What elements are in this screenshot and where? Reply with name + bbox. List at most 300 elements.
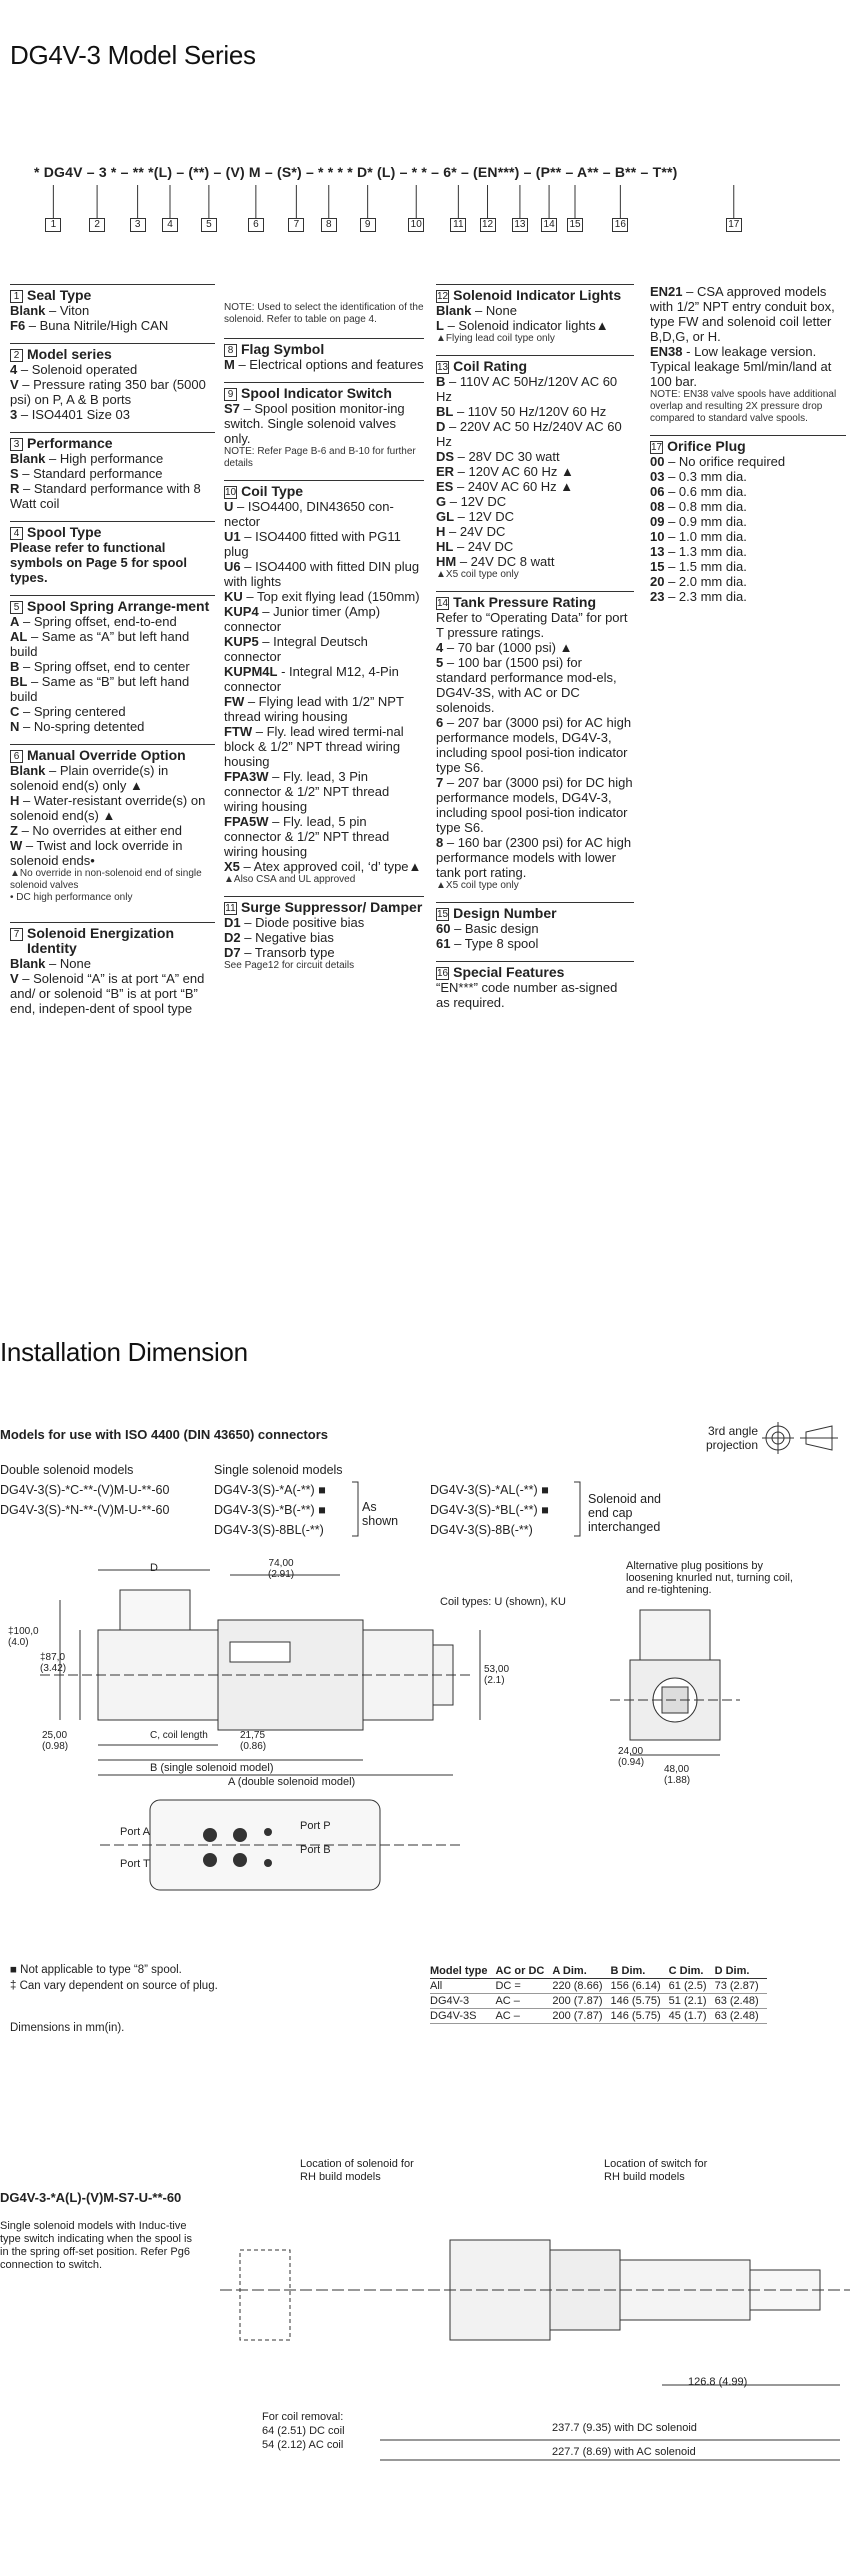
left-build-model-list: [430, 1480, 549, 1540]
section-energization-identity: [10, 922, 215, 1016]
option-code: S7: [224, 401, 240, 416]
option-line: N – No-spring detented: [10, 719, 145, 734]
option-line: BL – Same as “B” but left hand build: [10, 674, 190, 704]
table-header-cell: C Dim.: [669, 1964, 715, 1979]
single-model: DG4V-3(S)-*A(-**) ■: [214, 1483, 326, 1497]
option-code: BL: [436, 404, 454, 419]
option-line: KUP5 – Integral Deutsch connector: [224, 634, 368, 664]
dim-227: 227.7 (8.69) with AC solenoid: [552, 2446, 696, 2458]
option-line: Z – No overrides at either end: [10, 823, 182, 838]
double-model: DG4V-3(S)-*N-**-(V)M-U-**-60: [0, 1503, 170, 1517]
dim-87: [40, 1652, 66, 1674]
option-code: U6: [224, 559, 241, 574]
section-title: [10, 432, 215, 451]
column-2: [224, 284, 424, 982]
table-cell: DG4V-3S: [430, 2009, 495, 2024]
section-note: ▲X5 coil type only: [436, 880, 519, 891]
section-title-text: Seal Type: [27, 287, 92, 303]
table-cell: 156 (6.14): [611, 1979, 669, 1994]
option-line: 13 – 1.3 mm dia.: [650, 544, 747, 559]
section-title-text: Solenoid Energization Identity: [27, 925, 175, 956]
table-cell: 200 (7.87): [552, 1994, 610, 2009]
option-code: U1: [224, 529, 241, 544]
section-spool-type: [10, 521, 215, 585]
code-position-box: 2: [89, 218, 105, 232]
option-line: L – Solenoid indicator lights▲: [436, 318, 609, 333]
option-code: EN38: [650, 344, 683, 359]
code-position-box: 5: [201, 218, 217, 232]
table-cell: 200 (7.87): [552, 2009, 610, 2024]
table-header-row: [430, 1964, 767, 1979]
dim-a-label: A (double solenoid model): [228, 1776, 356, 1788]
install-title: Installation Dimension: [0, 1337, 248, 1367]
dim-25-mm: 25,00: [42, 1730, 68, 1741]
dim-87-in: (3.42): [40, 1663, 67, 1674]
table-row: [430, 1994, 767, 2009]
section-title-text: Performance: [27, 435, 113, 451]
section-note: ▲Flying lead coil type only: [436, 333, 555, 344]
interchanged-label: Solenoid and end cap interchanged: [588, 1492, 661, 1534]
option-line: B – Spring offset, end to center: [10, 659, 190, 674]
page-title: DG4V-3 Model Series: [10, 40, 256, 70]
install-notes: [10, 1962, 218, 1994]
section-number-box: 12: [437, 291, 449, 302]
dim-74-in: (2.91): [268, 1569, 295, 1580]
code-position-box: 7: [288, 218, 304, 232]
table-row: [430, 1979, 767, 1994]
option-code: U: [224, 499, 234, 514]
section-title-text: Model series: [27, 346, 112, 362]
option-line: H – Water-resistant override(s) on solenoid end(s) ▲: [10, 793, 206, 823]
code-position-box: 13: [512, 218, 528, 232]
section-title: [436, 355, 634, 374]
option-code: 5: [436, 655, 444, 670]
section-title: [436, 591, 634, 610]
table-cell: 146 (5.75): [611, 1994, 669, 2009]
option-code: A: [10, 614, 20, 629]
section-note: ▲X5 coil type only: [436, 569, 519, 580]
section-title-text: Orifice Plug: [667, 438, 746, 454]
dim-24: [618, 1746, 644, 1768]
projection-label: 3rd angle projection: [705, 1424, 758, 1452]
section-en-codes: [650, 284, 846, 425]
left-model: DG4V-3(S)-8B(-**): [430, 1523, 533, 1537]
coil-types-label: Coil types: U (shown), KU: [440, 1596, 566, 1608]
option-line: FPA5W – Fly. lead, 5 pin connector & 1/2” NPT thread wiring housing: [224, 814, 390, 859]
option-code: KU: [224, 589, 243, 604]
option-code: D2: [224, 930, 241, 945]
section-number-box: 9: [224, 388, 237, 401]
option-line: Blank – None: [436, 303, 517, 318]
port-b-label: Port B: [300, 1844, 331, 1856]
section-tank-pressure: [436, 591, 634, 892]
section-title-text: Manual Override Option: [27, 747, 186, 763]
option-code: 09: [650, 514, 665, 529]
column-4: [650, 284, 846, 614]
section-note: ▲No override in non-solenoid end of single solenoid valves: [10, 868, 202, 891]
table-row: [430, 2009, 767, 2024]
code-position-box: 6: [248, 218, 264, 232]
section-spool-indicator-switch: [224, 382, 424, 470]
option-code: 6: [436, 715, 444, 730]
option-code: Blank: [436, 303, 472, 318]
section-title: [436, 902, 634, 921]
option-code: Blank: [10, 956, 46, 971]
single-model-list: [214, 1460, 343, 1540]
option-line: D2 – Negative bias: [224, 930, 334, 945]
section-flag-symbol: [224, 338, 424, 372]
section-number-box: 1: [10, 290, 23, 303]
option-code: 8: [436, 835, 444, 850]
option-line: Blank – High performance: [10, 451, 164, 466]
section-title-text: Flag Symbol: [241, 341, 325, 357]
option-code: 15: [650, 559, 665, 574]
option-line: U1 – ISO4400 fitted with PG11 plug: [224, 529, 401, 559]
s7-valve-drawing: [220, 2200, 850, 2520]
section-number-box: 8: [224, 344, 237, 357]
column-3: [436, 284, 634, 1020]
option-code: 03: [650, 469, 665, 484]
option-line: Blank – Plain override(s) in solenoid end(s) only ▲: [10, 763, 169, 793]
table-cell: 63 (2.48): [715, 1994, 767, 2009]
table-cell: 51 (2.1): [669, 1994, 715, 2009]
section-coil-rating: [436, 355, 634, 581]
option-code: V: [10, 971, 19, 986]
option-line: FPA3W – Fly. lead, 3 Pin connector & 1/2” NPT thread wiring housing: [224, 769, 390, 814]
option-code: AL: [10, 629, 28, 644]
dimension-table: [430, 1964, 767, 2024]
option-line: 61 – Type 8 spool: [436, 936, 539, 951]
interchanged-bracket: [572, 1480, 584, 1540]
option-line: GL – 12V DC: [436, 509, 515, 524]
code-position-box: 4: [162, 218, 178, 232]
option-line: 03 – 0.3 mm dia.: [650, 469, 747, 484]
option-code: F6: [10, 318, 26, 333]
code-position-box: 8: [321, 218, 337, 232]
section-note: NOTE: Refer Page B-6 and B-10 for further details: [224, 446, 416, 469]
section-title-text: Special Features: [453, 964, 565, 980]
option-code: HL: [436, 539, 454, 554]
section-title-text: Solenoid Indicator Lights: [453, 287, 622, 303]
table-header-cell: AC or DC: [495, 1964, 552, 1979]
option-line: 4 – Solenoid operated: [10, 362, 138, 377]
table-header-cell: A Dim.: [552, 1964, 610, 1979]
option-line: ES – 240V AC 60 Hz ▲: [436, 479, 574, 494]
section-design-number: [436, 902, 634, 951]
option-code: S: [10, 466, 19, 481]
option-code: KUP4: [224, 604, 259, 619]
option-code: HM: [436, 554, 457, 569]
option-code: 61: [436, 936, 451, 951]
coil-removal-note: For coil removal: 64 (2.51) DC coil 54 (2.12) AC coil: [262, 2411, 345, 2451]
code-position-box: 14: [541, 218, 557, 232]
option-line: 6 – 207 bar (3000 psi) for AC high performance models, DG4V-3, including spool posi-tion indicator type S6.: [436, 715, 632, 775]
option-code: ER: [436, 464, 455, 479]
section-title: [436, 961, 634, 980]
table-body: [430, 1979, 767, 2024]
option-line: V – Pressure rating 350 bar (5000 psi) on P, A & B ports: [10, 377, 206, 407]
single-model: DG4V-3(S)-8BL(-**): [214, 1523, 324, 1537]
section-note: See Page12 for circuit details: [224, 960, 355, 971]
section-title: [10, 744, 215, 763]
section-title-text: Spool Spring Arrange-ment: [27, 598, 210, 614]
dim-74: [268, 1558, 294, 1580]
dim-21-mm: 21,75: [240, 1730, 266, 1741]
left-model: DG4V-3(S)-*AL(-**) ■: [430, 1483, 549, 1497]
option-line: 15 – 1.5 mm dia.: [650, 559, 747, 574]
option-line: 4 – 70 bar (1000 psi) ▲: [436, 640, 573, 655]
option-code: 10: [650, 529, 665, 544]
dim-24-mm: 24,00: [618, 1746, 644, 1757]
option-line: 23 – 2.3 mm dia.: [650, 589, 747, 604]
dim-100: [8, 1626, 39, 1648]
section-title: [10, 922, 215, 956]
option-line: U – ISO4400, DIN43650 con-nector: [224, 499, 394, 529]
option-line: 06 – 0.6 mm dia.: [650, 484, 747, 499]
table-header-cell: D Dim.: [715, 1964, 767, 1979]
option-line: EN38 - Low leakage version. Typical leakage 5ml/min/land at 100 bar.: [650, 344, 832, 389]
section-title-text: Coil Rating: [453, 358, 528, 374]
option-line: BL – 110V 50 Hz/120V 60 Hz: [436, 404, 607, 419]
section-title: [224, 480, 424, 499]
option-code: KUP5: [224, 634, 259, 649]
section-text: Refer to “Operating Data” for port T pressure ratings.: [436, 610, 628, 640]
option-code: 7: [436, 775, 444, 790]
table-cell: DG4V-3: [430, 1994, 495, 2009]
table-cell: AC –: [495, 1994, 552, 2009]
section-number-box: 6: [10, 750, 23, 763]
section-note: NOTE: EN38 valve spools have additional overlap and resulting 2X pressure drop compared to standard valve spools.: [650, 389, 837, 424]
table-cell: 45 (1.7): [669, 2009, 715, 2024]
left-model: DG4V-3(S)-*BL(-**) ■: [430, 1503, 549, 1517]
option-code: Blank: [10, 763, 46, 778]
double-model-list: [0, 1460, 169, 1520]
table-cell: All: [430, 1979, 495, 1994]
single-header: Single solenoid models: [214, 1463, 343, 1477]
section-number-box: 16: [437, 968, 449, 979]
section-manual-override: [10, 744, 215, 904]
option-line: S – Standard performance: [10, 466, 163, 481]
option-line: R – Standard performance with 8 Watt coil: [10, 481, 201, 511]
code-position-box: 1: [45, 218, 61, 232]
port-t-label: Port T: [120, 1858, 150, 1870]
section-number-box: 5: [10, 601, 23, 614]
section-special-features: [436, 961, 634, 1010]
option-code: KUPM4L: [224, 664, 278, 679]
option-line: 3 – ISO4401 Size 03: [10, 407, 130, 422]
option-code: W: [10, 838, 23, 853]
dim-74-mm: 74,00: [268, 1558, 294, 1569]
section-title: [224, 896, 424, 915]
port-p-label: Port P: [300, 1820, 331, 1832]
option-code: 00: [650, 454, 665, 469]
option-code: H: [10, 793, 20, 808]
option-line: HM – 24V DC 8 watt: [436, 554, 555, 569]
port-a-label: Port A: [120, 1826, 150, 1838]
option-code: C: [10, 704, 20, 719]
table-cell: AC –: [495, 2009, 552, 2024]
option-line: V – Solenoid “A” is at port “A” end and/ or solenoid “B” is at port “B” end, indepen-dent of spool type: [10, 971, 205, 1016]
model-code: * DG4V – 3 * – ** *(L) – (**) – (V) M – (S*) – * * * * D* (L) – * * – 6* – (EN***) – (P** – A** – B** – T**): [34, 164, 678, 180]
option-line: Blank – None: [10, 956, 91, 971]
solenoid-location-label: Location of solenoid for RH build models: [300, 2158, 414, 2183]
section-indicator-lights: [436, 284, 634, 345]
code-position-box: 3: [130, 218, 146, 232]
table-header-cell: Model type: [430, 1964, 495, 1979]
option-code: B: [10, 659, 20, 674]
dim-53: [484, 1664, 509, 1686]
third-angle-projection-icon: [760, 1420, 840, 1456]
option-code: Z: [10, 823, 18, 838]
dim-24-in: (0.94): [618, 1757, 645, 1768]
option-code: D: [436, 419, 446, 434]
option-code: Blank: [10, 451, 46, 466]
option-line: C – Spring centered: [10, 704, 126, 719]
section-spring-arrangement: [10, 595, 215, 734]
option-code: 3: [10, 407, 18, 422]
section-title-text: Coil Type: [241, 483, 304, 499]
option-code: R: [10, 481, 20, 496]
option-code: B: [436, 374, 446, 389]
section-note: ▲Also CSA and UL approved: [224, 874, 356, 885]
table-cell: 61 (2.5): [669, 1979, 715, 1994]
option-line: KUPM4L - Integral M12, 4-Pin connector: [224, 664, 399, 694]
option-code: 13: [650, 544, 665, 559]
option-code: L: [436, 318, 444, 333]
option-line: Blank – Viton: [10, 303, 90, 318]
option-code: X5: [224, 859, 240, 874]
table-cell: 220 (8.66): [552, 1979, 610, 1994]
option-code: 20: [650, 574, 665, 589]
section-title: [650, 435, 846, 454]
option-code: 4: [10, 362, 18, 377]
install-subtitle: Models for use with ISO 4400 (DIN 43650) connectors: [0, 1427, 328, 1442]
dim-21: [240, 1730, 266, 1752]
dim-126: 126.8 (4.99): [688, 2376, 748, 2388]
section-number-box: 15: [437, 909, 449, 920]
table-cell: 63 (2.48): [715, 2009, 767, 2024]
option-code: BL: [10, 674, 28, 689]
double-header: Double solenoid models: [0, 1463, 134, 1477]
option-code: 4: [436, 640, 444, 655]
section-title: [10, 343, 215, 362]
option-code: FPA3W: [224, 769, 269, 784]
code-position-box: 16: [612, 218, 628, 232]
dim-100-mm: ‡100,0: [8, 1626, 39, 1637]
section-number-box: 13: [437, 362, 449, 373]
option-line: 10 – 1.0 mm dia.: [650, 529, 747, 544]
section-number-box: 10: [225, 487, 237, 498]
dim-48: [664, 1764, 690, 1786]
option-line: AL – Same as “A” but left hand build: [10, 629, 190, 659]
option-code: V: [10, 377, 19, 392]
option-line: 00 – No orifice required: [650, 454, 786, 469]
dim-48-in: (1.88): [664, 1775, 691, 1786]
section-number-box: 7: [10, 928, 23, 941]
option-code: D1: [224, 915, 241, 930]
option-code: FTW: [224, 724, 253, 739]
section-note: • DC high performance only: [10, 892, 133, 903]
dim-25: [42, 1730, 68, 1752]
dim-b-label: B (single solenoid model): [150, 1762, 274, 1774]
option-code: D7: [224, 945, 241, 960]
code-position-box: 17: [726, 218, 742, 232]
option-line: B – 110V AC 50Hz/120V AC 60 Hz: [436, 374, 618, 404]
section-number-box: 3: [10, 438, 23, 451]
option-line: S7 – Spool position monitor-ing switch. Single solenoid valves only.: [224, 401, 405, 446]
as-shown-label: As shown: [362, 1500, 399, 1528]
section-title: [10, 595, 215, 614]
option-code: 08: [650, 499, 665, 514]
option-line: 20 – 2.0 mm dia.: [650, 574, 747, 589]
option-code: 23: [650, 589, 665, 604]
dim-48-mm: 48,00: [664, 1764, 690, 1775]
dim-237: 237.7 (9.35) with DC solenoid: [552, 2422, 697, 2434]
option-line: F6 – Buna Nitrile/High CAN: [10, 318, 169, 333]
option-code: DS: [436, 449, 455, 464]
table-header-cell: B Dim.: [611, 1964, 669, 1979]
section-number-box: 4: [10, 527, 23, 540]
option-code: EN21: [650, 284, 683, 299]
option-line: HL – 24V DC: [436, 539, 514, 554]
section-number-box: 11: [225, 903, 236, 914]
section-orifice-plug: [650, 435, 846, 604]
option-code: 06: [650, 484, 665, 499]
dim-87-mm: ‡87,0: [40, 1652, 66, 1663]
section-title: [436, 284, 634, 303]
option-line: 09 – 0.9 mm dia.: [650, 514, 747, 529]
as-shown-bracket: [350, 1480, 362, 1540]
option-code: GL: [436, 509, 455, 524]
option-line: D – 220V AC 50 Hz/240V AC 60 Hz: [436, 419, 622, 449]
option-line: D7 – Transorb type: [224, 945, 335, 960]
section-number-box: 14: [437, 598, 449, 609]
option-code: 60: [436, 921, 451, 936]
option-code: ES: [436, 479, 454, 494]
option-code: H: [436, 524, 446, 539]
option-line: 08 – 0.8 mm dia.: [650, 499, 747, 514]
dim-53-mm: 53,00: [484, 1664, 510, 1675]
alt-plug-label: Alternative plug positions by loosening knurled nut, turning coil, and re-tightening.: [626, 1560, 793, 1596]
option-line: 8 – 160 bar (2300 psi) for AC high performance models with lower tank port rating.: [436, 835, 632, 880]
section-title: [10, 284, 215, 303]
option-line: U6 – ISO4400 with fitted DIN plug with lights: [224, 559, 420, 589]
valve-installation-drawing: [0, 1550, 853, 1950]
code-position-box: 10: [408, 218, 424, 232]
dim-21-in: (0.86): [240, 1741, 267, 1752]
section-title-text: Surge Suppressor/ Damper: [241, 899, 423, 915]
option-line: KUP4 – Junior timer (Amp) connector: [224, 604, 381, 634]
option-line: EN21 – CSA approved models with 1/2” NPT entry conduit box, type FW and solenoid coil letter B,D,G, or H.: [650, 284, 835, 344]
option-line: M – Electrical options and features: [224, 357, 424, 372]
dim-100-in: (4.0): [8, 1637, 29, 1648]
section-title: [224, 382, 424, 401]
code-position-box: 15: [567, 218, 583, 232]
section-title: [10, 521, 215, 540]
option-line: ER – 120V AC 60 Hz ▲: [436, 464, 574, 479]
option-line: KU – Top exit flying lead (150mm): [224, 589, 420, 604]
section-title-text: Spool Indicator Switch: [241, 385, 392, 401]
section-seal-type: [10, 284, 215, 333]
option-code: N: [10, 719, 20, 734]
option-line: FTW – Fly. lead wired termi-nal block & 1/2” NPT thread wiring housing: [224, 724, 404, 769]
option-line: 5 – 100 bar (1500 psi) for standard performance mod-els, DG4V-3S, with AC or DC solenoids.: [436, 655, 617, 715]
dim-c-label: C, coil length: [150, 1730, 208, 1741]
option-line: G – 12V DC: [436, 494, 507, 509]
dimension-unit-note: Dimensions in mm(in).: [10, 2022, 125, 2034]
option-line: FW – Flying lead with 1/2” NPT thread wiring housing: [224, 694, 404, 724]
code-position-box: 11: [450, 218, 466, 232]
